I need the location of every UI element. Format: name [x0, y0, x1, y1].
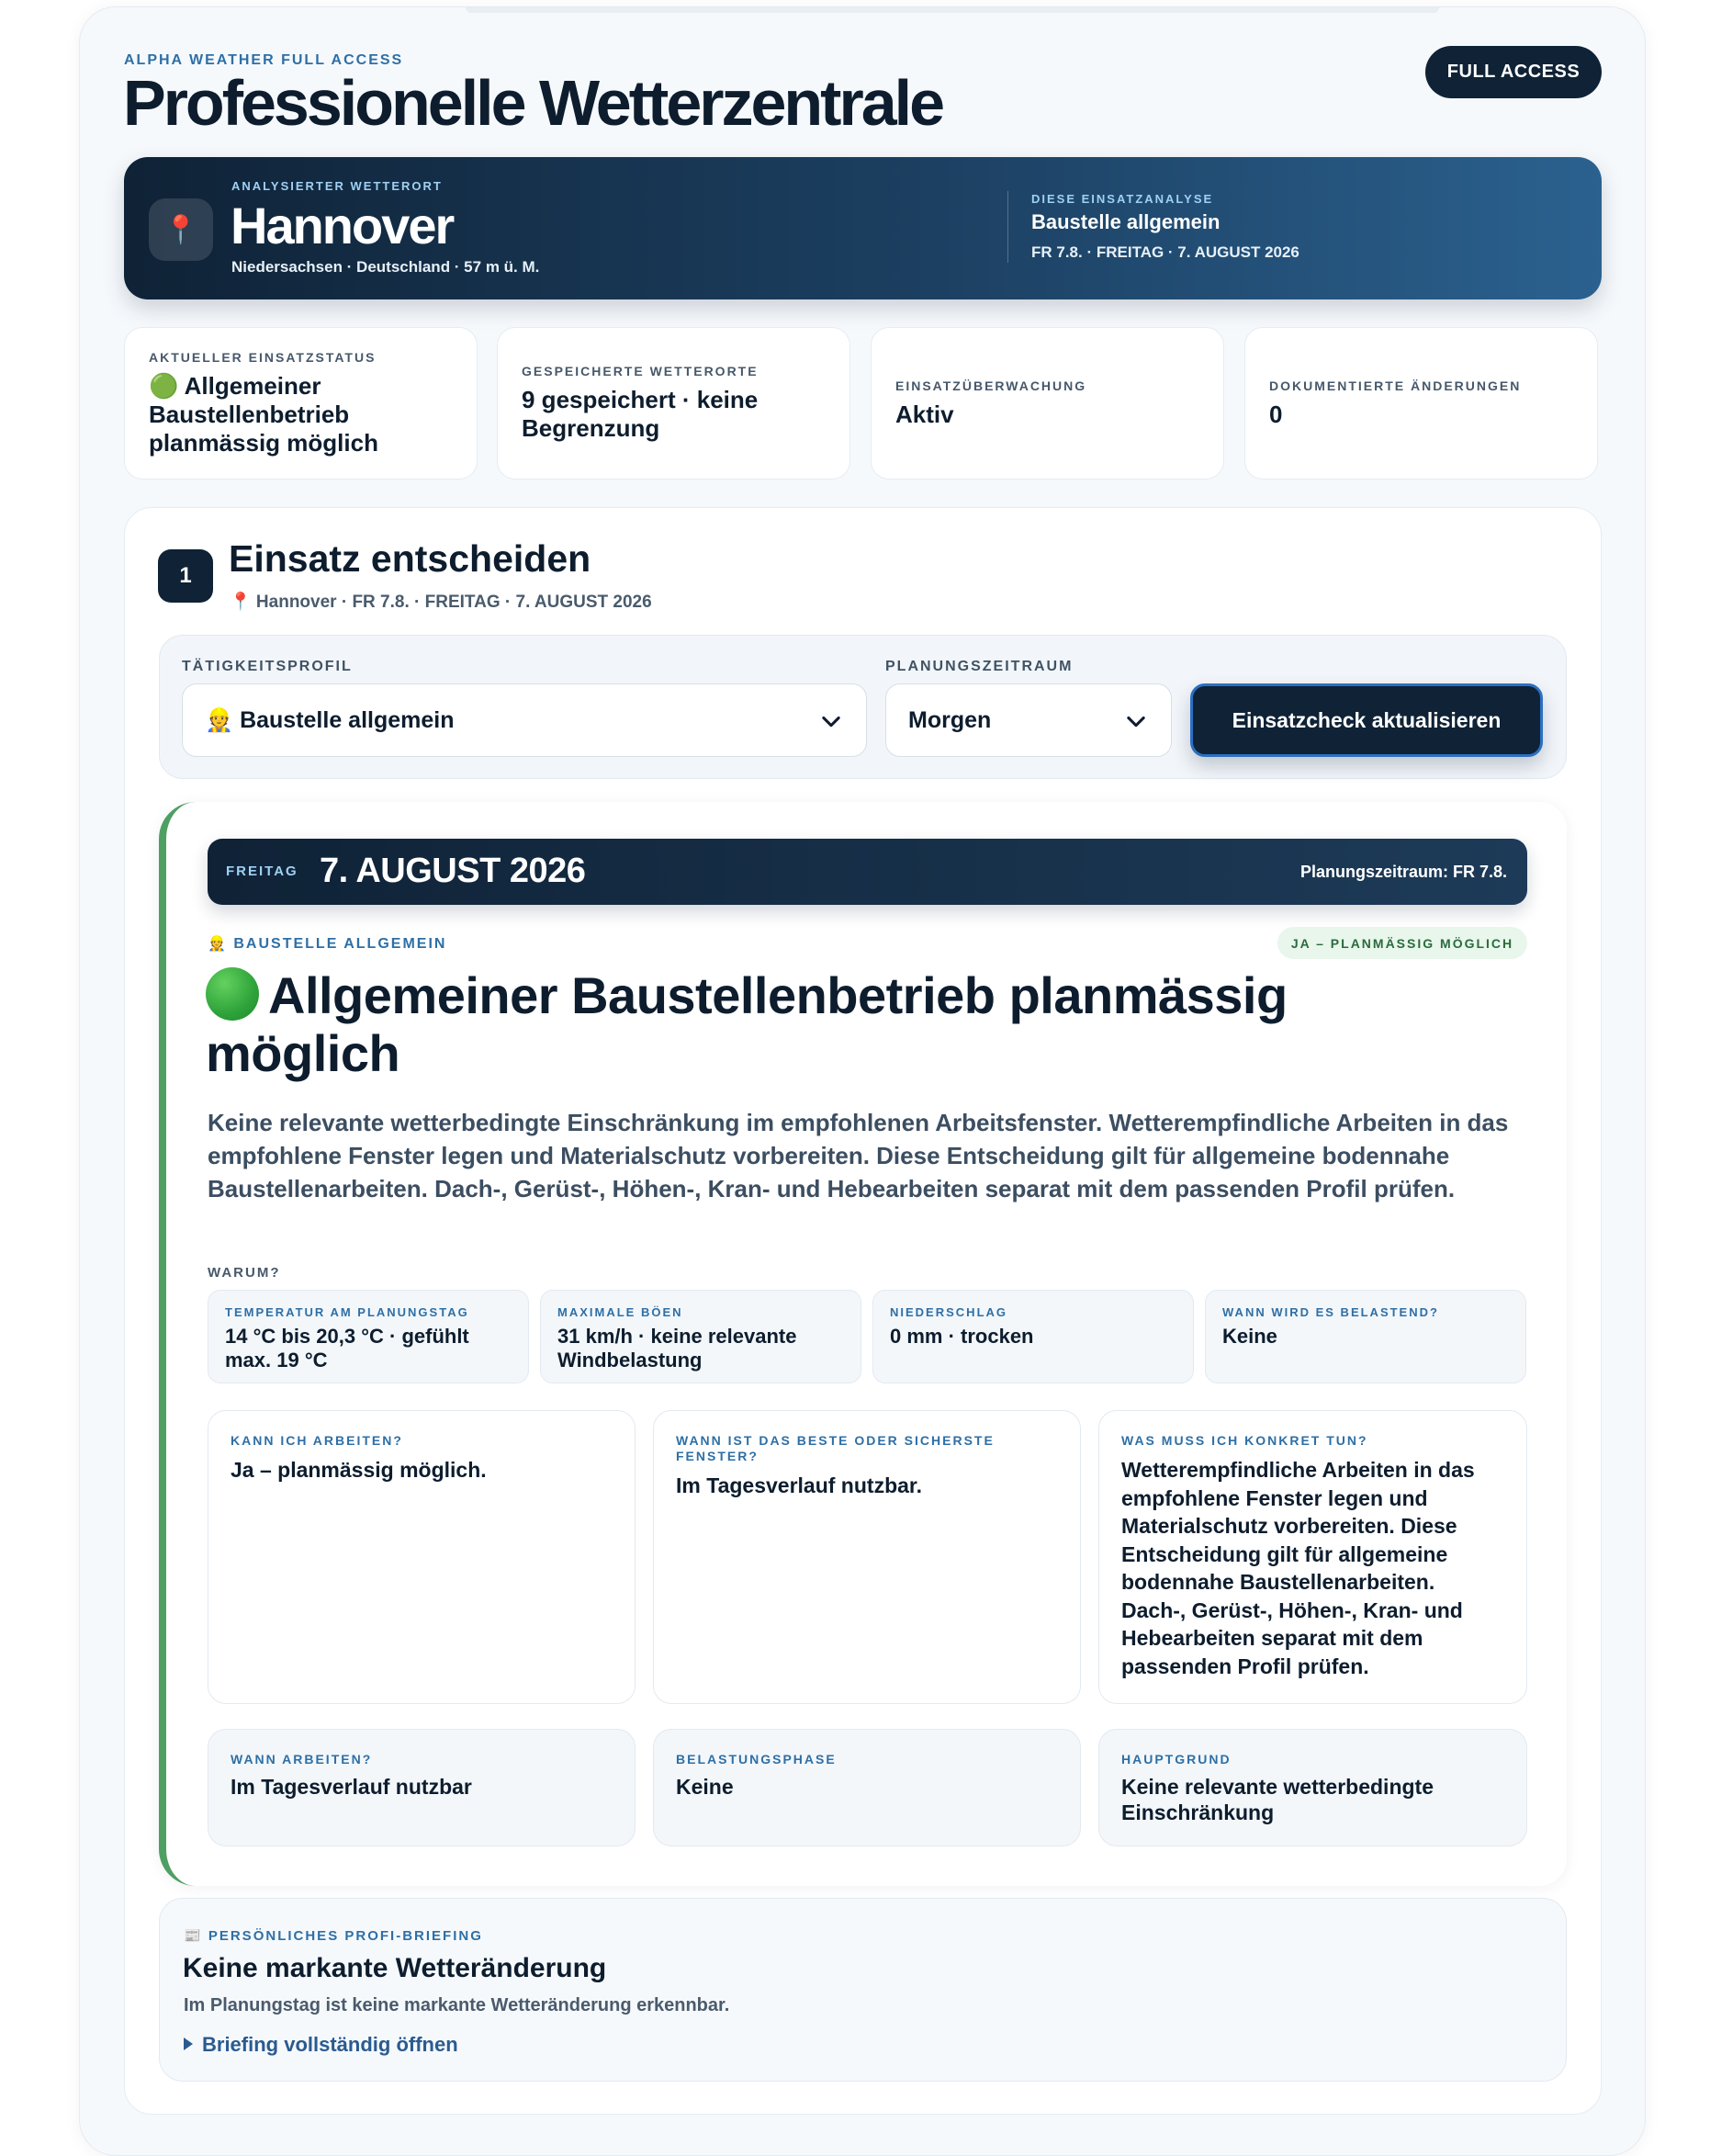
question-label: KANN ICH ARBEITEN?: [231, 1433, 403, 1448]
why-label: WARUM?: [208, 1265, 281, 1281]
decision-headline-text: Allgemeiner Baustellenbetrieb planmässig möglich: [206, 966, 1288, 1082]
why-item-label: WANN WIRD ES BELASTEND?: [1222, 1305, 1439, 1319]
analysis-kicker: DIESE EINSATZANALYSE: [1031, 192, 1214, 206]
why-item-label: NIEDERSCHLAG: [890, 1305, 1008, 1319]
location-region: Niedersachsen · Deutschland · 57 m ü. M.: [231, 258, 540, 276]
question-label: WAS MUSS ICH KONKRET TUN?: [1121, 1433, 1368, 1448]
why-burden: [1205, 1290, 1526, 1383]
why-precipitation: [872, 1290, 1194, 1383]
detail-main-reason: [1098, 1729, 1527, 1846]
decision-headline: [206, 966, 1491, 1082]
detail-value: Keine relevante wetterbedingte Einschränkung: [1121, 1775, 1434, 1824]
stat-label: DOKUMENTIERTE ÄNDERUNGEN: [1269, 378, 1522, 393]
green-status-icon: [206, 967, 259, 1021]
why-temperature: [208, 1290, 529, 1383]
app-kicker: ALPHA WEATHER FULL ACCESS: [124, 52, 404, 68]
stat-value: 9 gespeichert · keine Begrenzung: [522, 386, 759, 442]
section-subtitle: 📍 Hannover · FR 7.8. · FREITAG · 7. AUGUST 2026: [230, 593, 652, 612]
location-pin-icon: 📍: [149, 198, 213, 261]
verdict-badge: JA – PLANMÄSSIG MÖGLICH: [1277, 927, 1527, 959]
detail-value: Im Tagesverlauf nutzbar: [231, 1775, 472, 1799]
step-badge: 1: [158, 549, 213, 603]
question-best-window: [653, 1410, 1081, 1704]
top-strip: [466, 7, 1439, 13]
triangle-right-icon: [184, 2037, 193, 2050]
stat-value: 🟢 Allgemeiner Baustellenbetrieb planmässig möglich: [149, 371, 378, 457]
analysis-date: FR 7.8. · FREITAG · 7. AUGUST 2026: [1031, 243, 1299, 261]
question-can-work: [208, 1410, 636, 1704]
chevron-down-icon: [818, 708, 844, 734]
why-item-value: 14 °C bis 20,3 °C · gefühlt max. 19 °C: [225, 1325, 469, 1371]
location-kicker: ANALYSIERTER WETTERORT: [231, 179, 443, 193]
briefing-open-link[interactable]: [184, 2033, 458, 2057]
period-select-value: Morgen: [908, 706, 992, 733]
decision-summary: Keine relevante wetterbedingte Einschränkung im empfohlenen Arbeitsfenster. Wetterempfindliche Arbeiten in das empfohlene Fenster legen und Materialschutz vorbereiten. Diese Entscheidung gilt für allgemeine bodennahe Baustellenarbeiten. Dach-, Gerüst-, Höhen-, Kran- und Hebearbeiten separat mit dem passenden Profil prüfen.: [208, 1109, 1509, 1202]
period-label: PLANUNGSZEITRAUM: [885, 659, 1074, 674]
question-answer: Wetterempfindliche Arbeiten in das empfohlene Fenster legen und Materialschutz vorbereiten. Diese Entscheidung gilt für allgemeine bodennahe Baustellenarbeiten. Dach-, Gerüst-, Höhen-, Kran- und Hebearbeiten separat mit dem passenden Profil prüfen.: [1121, 1458, 1475, 1678]
full-access-button[interactable]: FULL ACCESS: [1425, 46, 1602, 98]
chevron-down-icon: [1123, 708, 1149, 734]
detail-when-work: [208, 1729, 636, 1846]
detail-label: BELASTUNGSPHASE: [676, 1752, 837, 1767]
stat-einsatzstatus: [124, 327, 478, 480]
why-item-label: MAXIMALE BÖEN: [557, 1305, 683, 1319]
stat-value: Aktiv: [895, 400, 954, 428]
stat-label: AKTUELLER EINSATZSTATUS: [149, 349, 377, 365]
detail-burden-phase: [653, 1729, 1081, 1846]
period-select[interactable]: [885, 683, 1172, 757]
question-answer: Ja – planmässig möglich.: [231, 1458, 487, 1482]
section-title: Einsatz entscheiden: [229, 537, 591, 580]
analysis-value: Baustelle allgemein: [1031, 210, 1221, 233]
why-gusts: [540, 1290, 861, 1383]
date-value: 7. AUGUST 2026: [320, 852, 586, 890]
date-bar: [208, 839, 1527, 905]
stat-label: GESPEICHERTE WETTERORTE: [522, 364, 759, 378]
briefing-kicker: 📰 PERSÖNLICHES PROFI-BRIEFING: [184, 1928, 483, 1944]
question-label: WANN IST DAS BESTE ODER SICHERSTE FENSTER?: [676, 1433, 995, 1463]
question-answer: Im Tagesverlauf nutzbar.: [676, 1473, 922, 1497]
why-item-label: TEMPERATUR AM PLANUNGSTAG: [225, 1305, 469, 1319]
page-title: Professionelle Wetterzentrale: [123, 67, 943, 139]
banner-divider: [1007, 191, 1008, 263]
briefing-text: Im Planungstag ist keine markante Wetteränderung erkennbar.: [184, 1995, 730, 2015]
date-weekday: FREITAG: [226, 864, 298, 879]
planning-range: Planungszeitraum: FR 7.8.: [1299, 863, 1507, 881]
why-item-value: 0 mm · trocken: [890, 1325, 1034, 1348]
location-banner: [124, 157, 1602, 299]
question-what-to-do: [1098, 1410, 1527, 1704]
why-item-value: Keine: [1222, 1325, 1277, 1348]
profile-kicker: 👷 BAUSTELLE ALLGEMEIN: [208, 936, 447, 952]
stat-wetterorte: [497, 327, 850, 480]
profile-select-value: 👷 Baustelle allgemein: [205, 706, 455, 733]
stat-label: EINSATZÜBERWACHUNG: [895, 378, 1087, 393]
detail-label: HAUPTGRUND: [1121, 1752, 1232, 1767]
stat-value: 0: [1269, 400, 1283, 428]
detail-label: WANN ARBEITEN?: [231, 1752, 373, 1767]
briefing-title: Keine markante Wetteränderung: [183, 1953, 607, 1983]
briefing-link-label: Briefing vollständig öffnen: [202, 2033, 458, 2056]
profile-select[interactable]: [182, 683, 867, 757]
stat-aenderungen: [1244, 327, 1598, 480]
why-item-value: 31 km/h · keine relevante Windbelastung: [557, 1325, 797, 1371]
stat-einsatzueberwachung: [871, 327, 1224, 480]
profile-label: TÄTIGKEITSPROFIL: [182, 659, 353, 674]
detail-value: Keine: [676, 1775, 734, 1799]
update-check-button[interactable]: Einsatzcheck aktualisieren: [1190, 683, 1543, 757]
location-city: Hannover: [231, 197, 454, 254]
